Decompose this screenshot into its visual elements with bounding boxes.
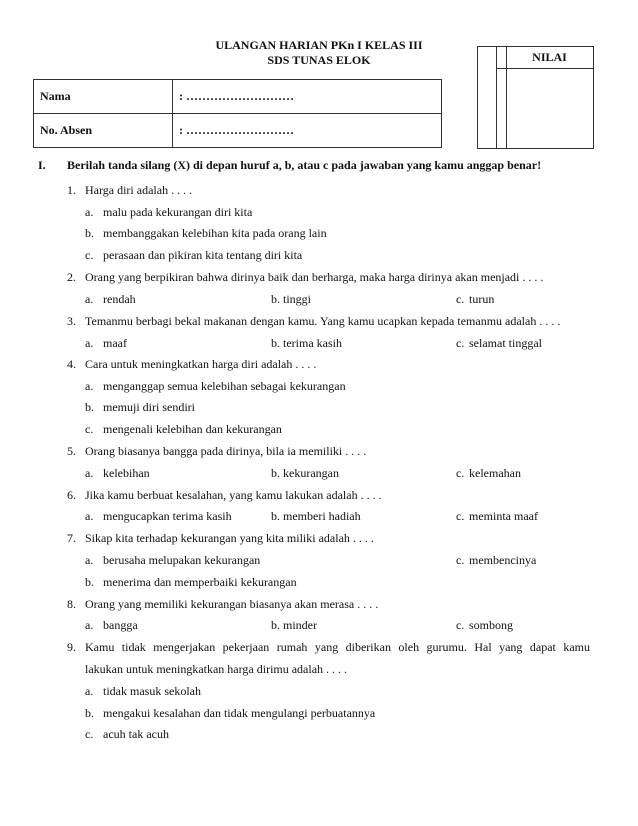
option-label[interactable]: c. xyxy=(456,553,465,567)
question-text: Jika kamu berbuat kesalahan, yang kamu lakukan adalah . . . . xyxy=(85,488,382,502)
option-label[interactable]: b. xyxy=(271,292,280,306)
option-label[interactable]: b. xyxy=(271,466,280,480)
option-label[interactable]: c. xyxy=(85,422,94,436)
option-label[interactable]: b. xyxy=(271,336,280,350)
option-label[interactable]: a. xyxy=(85,205,94,219)
option-text[interactable]: selamat tinggal xyxy=(469,336,542,350)
question-number: 1. xyxy=(67,183,76,197)
question-text: Orang biasanya bangga pada dirinya, bila ia memiliki . . . . xyxy=(85,444,367,458)
option-text[interactable]: tidak masuk sekolah xyxy=(103,684,201,698)
option-label[interactable]: a. xyxy=(85,553,94,567)
score-box-divider xyxy=(496,68,593,69)
option-label[interactable]: c. xyxy=(456,618,465,632)
option-label[interactable]: b. xyxy=(85,575,94,589)
option-label[interactable]: a. xyxy=(85,292,94,306)
option-text[interactable]: mengucapkan terima kasih xyxy=(103,509,232,523)
option-text[interactable]: berusaha melupakan kekurangan xyxy=(103,553,261,567)
question-text: Temanmu berbagi bekal makanan dengan kamu. Yang kamu ucapkan kepada temanmu adalah . . . . xyxy=(85,314,561,328)
absen-field[interactable]: : ……………………… xyxy=(173,114,442,148)
question-number: 9. xyxy=(67,640,76,654)
question-number: 8. xyxy=(67,597,76,611)
option-label[interactable]: a. xyxy=(85,509,94,523)
name-field[interactable]: : ……………………… xyxy=(173,80,442,114)
option-text[interactable]: kekurangan xyxy=(283,466,339,480)
option-label[interactable]: c. xyxy=(85,248,94,262)
option-text[interactable]: perasaan dan pikiran kita tentang diri kita xyxy=(103,248,303,262)
score-box xyxy=(477,46,594,149)
question-text: Kamu tidak mengerjakan pekerjaan rumah yang diberikan oleh gurumu. Hal yang dapat kamu xyxy=(85,640,590,654)
question-text: Orang yang memiliki kekurangan biasanya akan merasa . . . . xyxy=(85,597,379,611)
option-text[interactable]: memberi hadiah xyxy=(283,509,361,523)
option-text[interactable]: menganggap semua kelebihan sebagai kekurangan xyxy=(103,379,346,393)
option-label[interactable]: a. xyxy=(85,684,94,698)
option-label[interactable]: b. xyxy=(85,706,94,720)
question-text: Cara untuk meningkatkan harga diri adalah . . . . xyxy=(85,357,317,371)
student-identity-table xyxy=(33,79,442,148)
option-text[interactable]: maaf xyxy=(103,336,127,350)
option-label[interactable]: b. xyxy=(271,618,280,632)
question-number: 2. xyxy=(67,270,76,284)
score-label: NILAI xyxy=(532,50,567,64)
question-text: Orang yang berpikiran bahwa dirinya baik dan berharga, maka harga dirinya akan menjadi . . . . xyxy=(85,270,544,284)
question-number: 5. xyxy=(67,444,76,458)
option-label[interactable]: a. xyxy=(85,336,94,350)
question-number: 3. xyxy=(67,314,76,328)
option-label[interactable]: a. xyxy=(85,618,94,632)
option-text[interactable]: minder xyxy=(283,618,317,632)
question-text: Harga diri adalah . . . . xyxy=(85,183,193,197)
question-text-continued: lakukan untuk meningkatkan harga dirimu adalah . . . . xyxy=(85,662,348,676)
option-text[interactable]: acuh tak acuh xyxy=(103,727,169,741)
option-text[interactable]: meminta maaf xyxy=(469,509,538,523)
option-text[interactable]: malu pada kekurangan diri kita xyxy=(103,205,253,219)
option-text[interactable]: menerima dan memperbaiki kekurangan xyxy=(103,575,297,589)
option-text[interactable]: mengakui kesalahan dan tidak mengulangi perbuatannya xyxy=(103,706,376,720)
option-label[interactable]: b. xyxy=(271,509,280,523)
instruction-text: Berilah tanda silang (X) di depan huruf a, b, atau c pada jawaban yang kamu anggap benar! xyxy=(67,158,542,172)
option-text[interactable]: sombong xyxy=(469,618,514,632)
option-text[interactable]: rendah xyxy=(103,292,136,306)
question-number: 7. xyxy=(67,531,76,545)
section-number: I. xyxy=(38,158,46,172)
option-text[interactable]: membanggakan kelebihan kita pada orang lain xyxy=(103,226,327,240)
option-label[interactable]: c. xyxy=(456,509,465,523)
score-box-divider xyxy=(496,47,497,148)
option-label[interactable]: b. xyxy=(85,400,94,414)
option-label[interactable]: c. xyxy=(85,727,94,741)
option-label[interactable]: a. xyxy=(85,379,94,393)
page-title: ULANGAN HARIAN PKn I KELAS III xyxy=(215,38,423,52)
option-text[interactable]: bangga xyxy=(103,618,138,632)
option-label[interactable]: c. xyxy=(456,336,465,350)
option-label[interactable]: c. xyxy=(456,466,465,480)
option-text[interactable]: mengenali kelebihan dan kekurangan xyxy=(103,422,282,436)
option-text[interactable]: membencinya xyxy=(469,553,537,567)
option-text[interactable]: tinggi xyxy=(283,292,312,306)
option-text[interactable]: kelemahan xyxy=(469,466,521,480)
school-name: SDS TUNAS ELOK xyxy=(267,53,371,67)
question-number: 6. xyxy=(67,488,76,502)
option-text[interactable]: kelebihan xyxy=(103,466,150,480)
name-label: Nama xyxy=(34,80,173,114)
option-label[interactable]: a. xyxy=(85,466,94,480)
option-label[interactable]: c. xyxy=(456,292,465,306)
option-text[interactable]: turun xyxy=(469,292,495,306)
option-text[interactable]: terima kasih xyxy=(283,336,342,350)
absen-label: No. Absen xyxy=(34,114,173,148)
question-number: 4. xyxy=(67,357,76,371)
option-label[interactable]: b. xyxy=(85,226,94,240)
option-text[interactable]: memuji diri sendiri xyxy=(103,400,195,414)
question-text: Sikap kita terhadap kekurangan yang kita miliki adalah . . . . xyxy=(85,531,374,545)
